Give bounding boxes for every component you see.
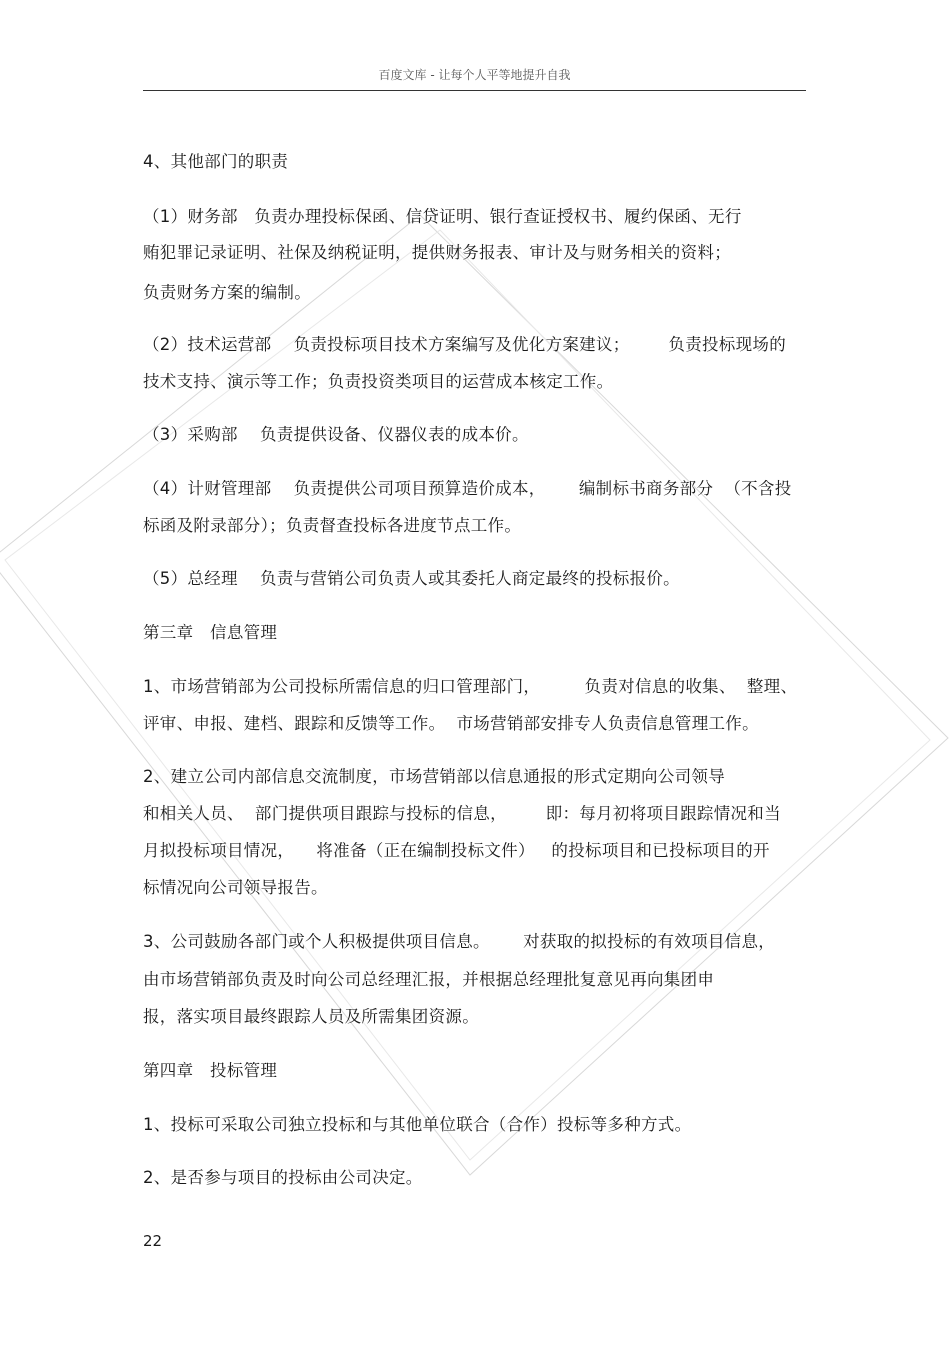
paragraph-line: 贿犯罪记录证明、社保及纳税证明，提供财务报表、审计及与财务相关的资料； — [143, 243, 731, 262]
paragraph-line: 报，落实项目最终跟踪人员及所需集团资源。 — [143, 1007, 479, 1026]
paragraph-line: （1）财务部 负责办理投标保函、信贷证明、银行查证授权书、履约保函、无行 — [143, 207, 742, 226]
paragraph-line: 标函及附录部分）；负责督查投标各进度节点工作。 — [143, 516, 522, 535]
paragraph-line: （5）总经理 负责与营销公司负责人或其委托人商定最终的投标报价。 — [143, 569, 680, 588]
paragraph-line: 技术支持、演示等工作；负责投资类项目的运营成本核定工作。 — [143, 372, 614, 391]
paragraph-line: 负责财务方案的编制。 — [143, 283, 311, 302]
paragraph-line: 评审、申报、建档、跟踪和反馈等工作。 市场营销部安排专人负责信息管理工作。 — [143, 714, 759, 733]
paragraph-line: 月拟投标项目情况， 将准备（正在编制投标文件） 的投标项目和已投标项目的开 — [143, 841, 770, 860]
paragraph-line: （2）技术运营部 负责投标项目技术方案编写及优化方案建议； 负责投标现场的 — [143, 335, 786, 354]
paragraph-line: 1、投标可采取公司独立投标和与其他单位联合（合作）投标等多种方式。 — [143, 1115, 692, 1134]
chapter-heading: 第四章 投标管理 — [143, 1061, 278, 1080]
paragraph-line: 3、公司鼓励各部门或个人积极提供项目信息。 对获取的拟投标的有效项目信息， — [143, 932, 776, 951]
paragraph-line: （4）计财管理部 负责提供公司项目预算造价成本， 编制标书商务部分 （不含投 — [143, 479, 792, 498]
page-number: 22 — [143, 1232, 163, 1250]
paragraph-line: 1、市场营销部为公司投标所需信息的归口管理部门， 负责对信息的收集、 整理、 — [143, 677, 798, 696]
page-header: 百度文库 - 让每个人平等地提升自我 — [378, 68, 571, 82]
paragraph-line: 2、建立公司内部信息交流制度，市场营销部以信息通报的形式定期向公司领导 — [143, 767, 725, 786]
paragraph-line: 标情况向公司领导报告。 — [143, 878, 328, 897]
paragraph-line: 和相关人员、 部门提供项目跟踪与投标的信息， 即：每月初将项目跟踪情况和当 — [143, 804, 781, 823]
header-rule — [143, 90, 806, 91]
section-heading: 4、其他部门的职责 — [143, 152, 289, 171]
paragraph-line: （3）采购部 负责提供设备、仪器仪表的成本价。 — [143, 425, 529, 444]
paragraph-line: 2、是否参与项目的投标由公司决定。 — [143, 1168, 423, 1187]
chapter-heading: 第三章 信息管理 — [143, 623, 278, 642]
paragraph-line: 由市场营销部负责及时向公司总经理汇报，并根据总经理批复意见再向集团申 — [143, 970, 715, 989]
